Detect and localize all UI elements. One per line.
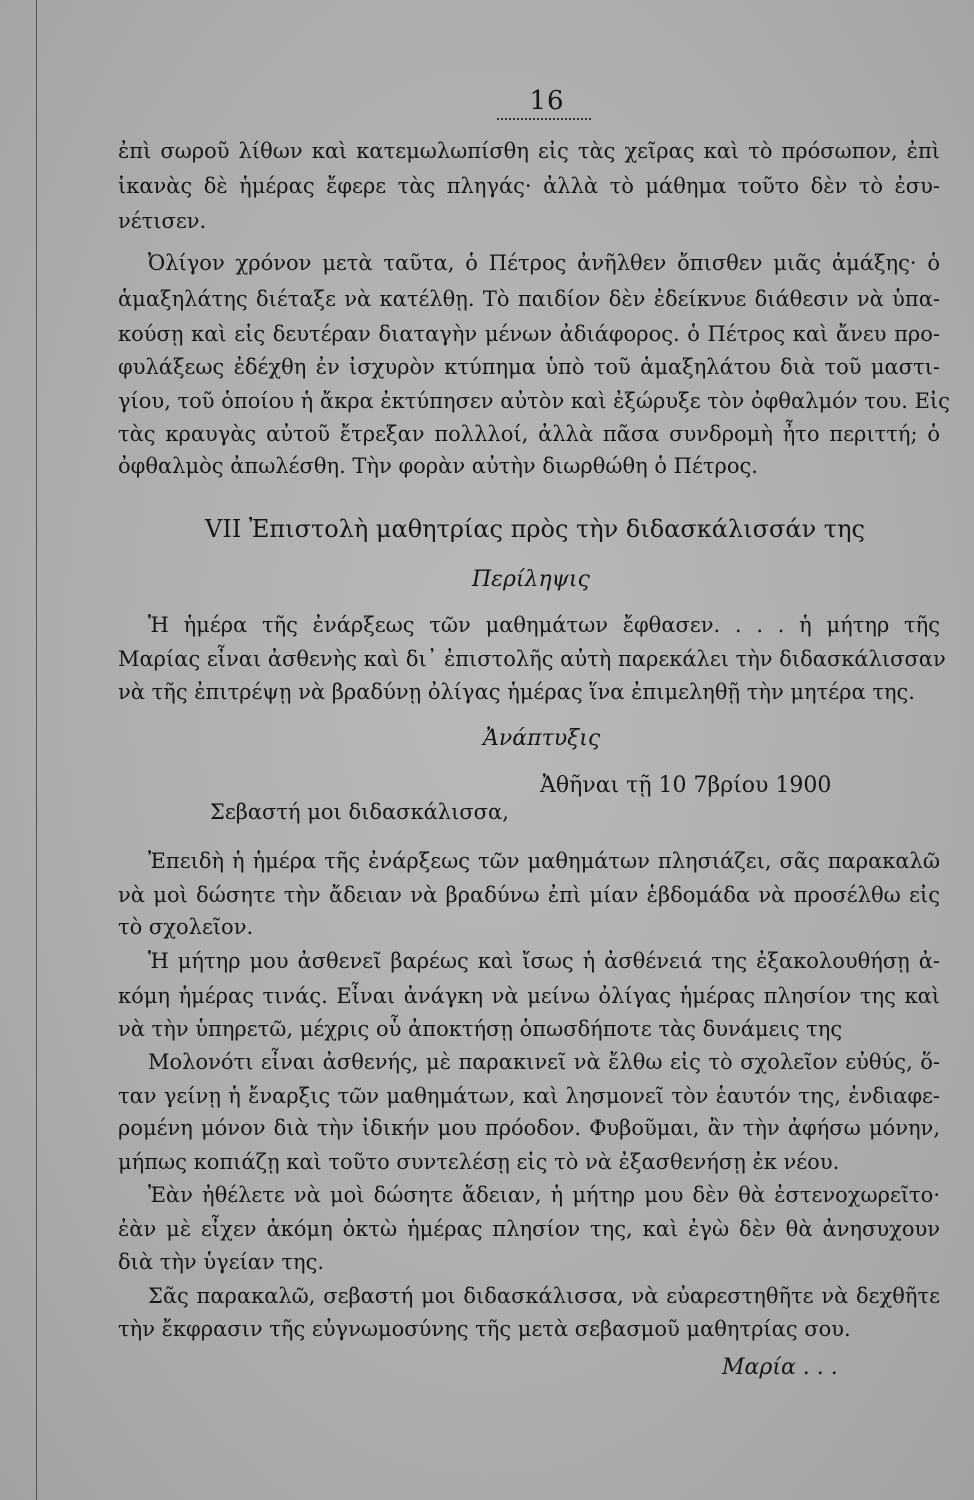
page-edge-line [36, 0, 37, 1500]
text-line: νὰ μοὶ δώσητε τὴν ἄδειαν νὰ βραδύνω ἐπὶ μίαν ἑβδομάδα νὰ προσέλθω εἰς [118, 883, 940, 907]
text-line: τὰς κραυγὰς αὐτοῦ ἔτρεξαν πολλλοί, ἀλλὰ πᾶσα συνδρομὴ ἦτο περιττή; ὁ [118, 422, 940, 446]
text-line: ὀφθαλμὸς ἀπωλέσθη. Τὴν φορὰν αὐτὴν διωρθώθη ὁ Πέτρος. [118, 454, 758, 478]
development-heading: Ἀνάπτυξις [483, 726, 601, 751]
text-line: τὸ σχολεῖον. [118, 915, 254, 939]
text-line: Ὀλίγον χρόνον μετὰ ταῦτα, ὁ Πέτρος ἀνῆλθεν ὄπισθεν μιᾶς ἁμάξης· ὁ [148, 251, 940, 275]
page-number: 16 [529, 86, 565, 116]
text-line: ἱκανὰς δὲ ἡμέρας ἔφερε τὰς πληγάς· ἀλλὰ τὸ μάθημα τοῦτο δὲν τὸ ἐσυ- [118, 174, 940, 198]
letter-dateline: Ἀθῆναι τῇ 10 7βρίου 1900 [540, 773, 832, 798]
text-line: νέτισεν. [118, 209, 207, 233]
summary-heading: Περίληψις [472, 567, 590, 592]
letter-signature: Μαρία . . . [722, 1355, 838, 1380]
text-line: διὰ τὴν ὑγείαν της. [118, 1250, 325, 1274]
text-line: νὰ τῆς ἐπιτρέψῃ νὰ βραδύνῃ ὀλίγας ἡμέρας ἵνα ἐπιμεληθῇ τὴν μητέρα της. [118, 680, 915, 704]
text-line: τὴν ἔκφρασιν τῆς εὐγνωμοσύνης τῆς μετὰ σεβασμοῦ μαθητρίας σου. [118, 1317, 851, 1341]
text-line: Μολονότι εἶναι ἀσθενής, μὲ παρακινεῖ νὰ ἔλθω εἰς τὸ σχολεῖον εὐθύς, ὅ- [148, 1050, 940, 1074]
letter-salutation: Σεβαστή μοι διδασκάλισσα, [210, 800, 509, 824]
text-line: Ἐπειδὴ ἡ ἡμέρα τῆς ἐνάρξεως τῶν μαθημάτων πλησιάζει, σᾶς παρακαλῶ [148, 849, 940, 873]
text-line: Ἐὰν ἠθέλετε νὰ μοὶ δώσητε ἄδειαν, ἡ μήτηρ μου δὲν θὰ ἐστενοχωρεῖτο· [148, 1183, 940, 1207]
page-number-rule [497, 118, 591, 120]
text-line: κούσῃ καὶ εἰς δευτέραν διαταγὴν μένων ἀδιάφορος. ὁ Πέτρος καὶ ἄνευ προ- [118, 322, 940, 346]
section-heading: VII Ἐπιστολὴ μαθητρίας πρὸς τὴν διδασκάλισσάν της [205, 515, 865, 543]
text-line: γίου, τοῦ ὁποίου ἡ ἄκρα ἐκτύπησεν αὐτὸν καὶ ἐξώρυξε τὸν ὀφθαλμόν του. Εἰς [118, 389, 950, 413]
text-line: ἐπὶ σωροῦ λίθων καὶ κατεμωλωπίσθη εἰς τὰς χεῖρας καὶ τὸ πρόσωπον, ἐπὶ [118, 139, 940, 163]
text-line: νὰ τὴν ὑπηρετῶ, μέχρις οὗ ἀποκτήσῃ ὁπωσδήποτε τὰς δυνάμεις της [118, 1017, 843, 1041]
text-line: Μαρίας εἶναι ἀσθενὴς καὶ δι᾽ ἐπιστολῆς αὐτὴ παρεκάλει τὴν διδασκάλισσαν [118, 647, 946, 671]
text-line: ἐὰν μὲ εἶχεν ἀκόμη ὀκτὼ ἡμέρας πλησίον της, καὶ ἐγὼ δὲν θὰ ἀνησυχουν [118, 1217, 940, 1241]
text-line: κόμη ἡμέρας τινάς. Εἶναι ἀνάγκη νὰ μείνω ὀλίγας ἡμέρας πλησίον της καὶ [118, 984, 940, 1008]
text-line: μήπως κοπιάζῃ καὶ τοῦτο συντελέσῃ εἰς τὸ νὰ ἐξασθενήσῃ ἐκ νέου. [118, 1150, 840, 1174]
text-line: ταν γείνῃ ἡ ἔναρξις τῶν μαθημάτων, καὶ λησμονεῖ τὸν ἑαυτόν της, ἐνδιαφε- [118, 1084, 940, 1108]
text-line: ἁμαξηλάτης διέταξε νὰ κατέλθῃ. Τὸ παιδίον δὲν ἐδείκνυε διάθεσιν νὰ ὑπα- [118, 287, 940, 311]
text-line: Σᾶς παρακαλῶ, σεβαστή μοι διδασκάλισσα, νὰ εὐαρεστηθῆτε νὰ δεχθῆτε [148, 1284, 940, 1308]
text-line: φυλάξεως ἐδέχθη ἐν ἰσχυρὸν κτύπημα ὑπὸ τοῦ ἁμαξηλάτου διὰ τοῦ μαστι- [118, 355, 940, 379]
text-line: Ἡ μήτηρ μου ἀσθενεῖ βαρέως καὶ ἴσως ἡ ἀσθένειά της ἐξακολουθήσῃ ἀ- [148, 949, 940, 973]
text-line: Ἡ ἡμέρα τῆς ἐνάρξεως τῶν μαθημάτων ἔφθασεν. . . . ἡ μήτηρ τῆς [148, 613, 940, 637]
text-line: ρομένη μόνον διὰ τὴν ἰδικήν μου πρόοδον. Φυβοῦμαι, ἂν τὴν ἀφήσω μόνην, [118, 1116, 940, 1140]
